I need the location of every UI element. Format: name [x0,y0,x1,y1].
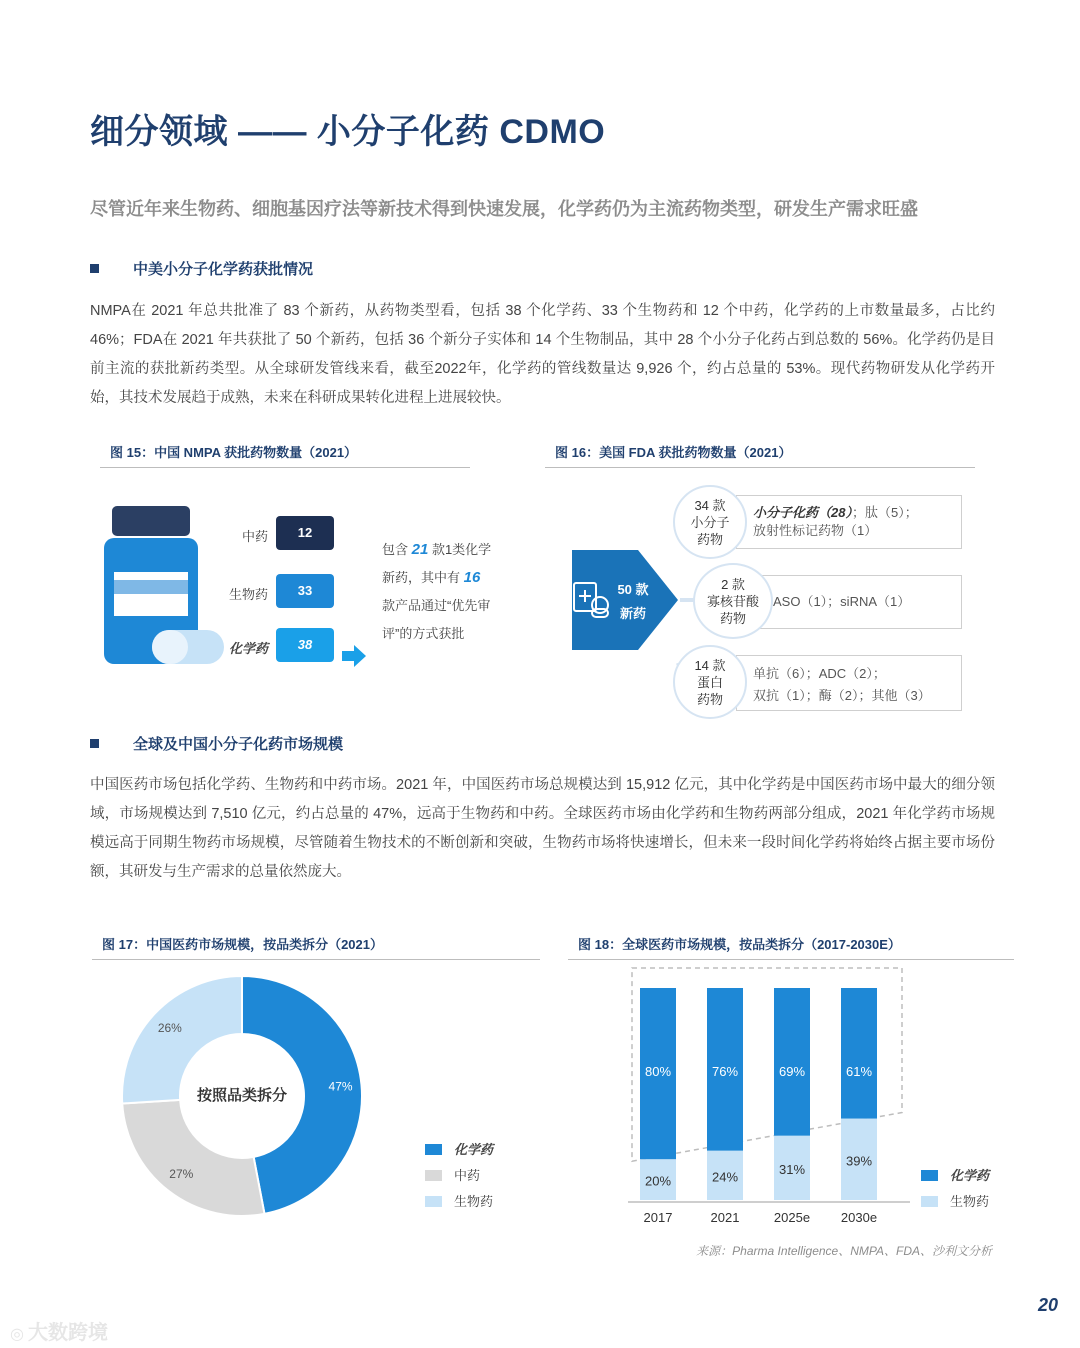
x-tick-2: 2025e [773,1210,811,1225]
legend-swatch [425,1144,442,1155]
watermark-icon: ◎ [10,1326,24,1343]
fig17-legend-0-text: 化学药 [454,1142,494,1157]
fig16-box-0-line1: ；肽（5）； [851,505,918,520]
legend-swatch [425,1170,442,1181]
fig18-legend-1 [921,1191,989,1210]
fig15-value-0: 12 [276,516,334,550]
page-number: 20 [1037,1295,1058,1315]
fig16-circle-1 [693,563,773,639]
fig15-note-prefix: 包含 [382,542,409,557]
fig16-box-0-bold: 小分子化药（28） [753,505,852,520]
x-tick-0: 2017 [643,1210,673,1225]
page-subtitle: 尽管近年来生物药、细胞基因疗法等新技术得到快速发展，化学药仍为主流药物类型，研发生产需求旺盛 [90,199,918,219]
fig17-legend-2-text: 生物药 [454,1194,494,1209]
fig15-note-suffix: 款产品通过“优先审评”的方式获批 [382,598,491,641]
fig17-legend-2 [425,1191,493,1210]
fig15-note [382,536,492,648]
fig15-note-num2: 16 [463,569,481,586]
fig18-title: 图 18：全球医药市场规模，按品类拆分（2017-2030E） [568,934,1014,960]
fig17-legend-1-text: 中药 [454,1168,481,1183]
section1-paragraph: NMPA在 2021 年总共批准了 83 个新药，从药物类型看，包括 38 个化学药、33 个生物药和 12 个中药，化学药的上市数量最多，占比约 46%；FDA在 2021 年共获批了 50 个新药，包括 36 个新分子实体和 14 个生物制品，其中 28 个小分子化药占到总数的 56%。化学药仍是目前主流的获批新药类型。从全球研发管线来看，截至2022年，化学药的管线数量达 9,926 个，约占总量的 53%。现代药物研发从化学药开始，其技术发展趋于成熟，未来在科研成果转化进程上进展较快。 [90,303,995,406]
fig15-label-1: 生物药 [228,587,268,602]
fig16-circle-0 [673,485,747,559]
fig15-title: 图 15：中国 NMPA 获批药物数量（2021） [100,442,470,468]
fig16-box-2-line1: 单抗（6）；ADC（2）； [753,666,886,681]
section1-heading-text: 中美小分子化学药获批情况 [133,261,314,278]
fig16-box-2 [736,655,962,711]
fig17-center-label: 按照品类拆分 [196,1087,287,1104]
bar-label-1-1: 24% [711,1169,739,1185]
legend-swatch [921,1170,938,1181]
fig15-label-2: 化学药 [228,641,268,656]
bullet-square-icon [90,264,99,273]
fig15-value-2: 38 [276,628,334,662]
bar-label-0-0: 80% [644,1064,672,1079]
page-title: 细分领域 —— 小分子化药 CDMO [90,113,606,151]
fig16-circle-1-text: 2 款 寡核苷酸 药物 [706,576,759,626]
bar-label-0-2: 69% [778,1064,806,1079]
fig16-panel [560,475,980,725]
fig16-box-0 [736,495,962,549]
fig16-circle-2-text: 14 款 蛋白 药物 [694,657,726,707]
pie-label-0: 47% [328,1079,353,1094]
fig16-circle-0-text: 34 款 小分子 药物 [690,497,730,547]
fig15-note-mid: 款1类化学新药，其中有 [382,542,492,585]
fig17-legend-1 [425,1165,480,1184]
fig16-box-2-line2: 双抗（1）；酶（2）；其他（3） [753,688,931,703]
fig17-legend-0 [425,1139,493,1158]
legend-swatch [921,1196,938,1207]
arrow-right-icon [342,645,368,667]
fig15-label-0: 中药 [241,529,268,544]
x-tick-1: 2021 [710,1210,740,1225]
legend-swatch [425,1196,442,1207]
fig15-panel [100,500,530,700]
bullet-square-icon [90,739,99,748]
source-note: 来源：Pharma Intelligence、NMPA、FDA、沙利文分析 [696,1244,992,1258]
x-tick-3: 2030e [840,1210,878,1225]
bar-label-0-1: 76% [711,1064,739,1079]
pill-bottle-icon [100,500,230,675]
fig15-value-1: 33 [276,574,334,608]
bar-chem-2 [774,988,810,1136]
fig16-box-0-line2: 放射性标记药物（1） [753,523,878,538]
fig18-legend-0-text: 化学药 [950,1168,990,1183]
bar-label-1-0: 20% [644,1173,672,1189]
fig15-note-num1: 21 [411,541,429,558]
bar-label-1-3: 39% [845,1153,873,1169]
pie-label-1: 27% [169,1167,194,1182]
fig16-center-count: 50 款 [617,582,649,597]
pie-label-2: 26% [157,1021,182,1036]
bar-label-0-3: 61% [845,1064,873,1079]
fig18-legend-1-text: 生物药 [950,1194,990,1209]
fig18-legend-0 [921,1165,989,1184]
fig16-title: 图 16：美国 FDA 获批药物数量（2021） [545,442,975,468]
section1-heading [90,258,313,279]
fig16-circle-2 [673,645,747,719]
bar-chem-3 [841,988,877,1119]
watermark-logo [10,1316,108,1345]
bar-label-1-2: 31% [778,1161,806,1177]
section2-heading [90,733,343,754]
medicine-icon [572,579,612,619]
fig17-title: 图 17：中国医药市场规模，按品类拆分（2021） [92,934,540,960]
section2-heading-text: 全球及中国小分子化药市场规模 [133,736,344,753]
fig16-center [608,578,658,626]
fig18-bar-chart [620,960,920,1230]
pie-slice-1 [122,1100,264,1216]
fig16-box-1-line1: ASO（1）；siRNA（1） [773,594,911,609]
section2-paragraph: 中国医药市场包括化学药、生物药和中药市场。2021 年，中国医药市场总规模达到 15,912 亿元，其中化学药是中国医药市场中最大的细分领域，市场规模达到 7,510 亿元，约占总量的 47%，远高于生物药和中药。全球医药市场由化学药和生物药两部分组成，2021 年化学药市场规模远高于同期生物药市场规模，尽管随着生物技术的不断创新和突破，生物药市场将快速增长，但未来一段时间化学药将始终占据主要市场份额，其研发与生产需求的总量依然庞大。 [90,777,995,880]
watermark-text: 大数跨境 [27,1322,108,1344]
fig16-center-label: 新药 [619,606,646,621]
